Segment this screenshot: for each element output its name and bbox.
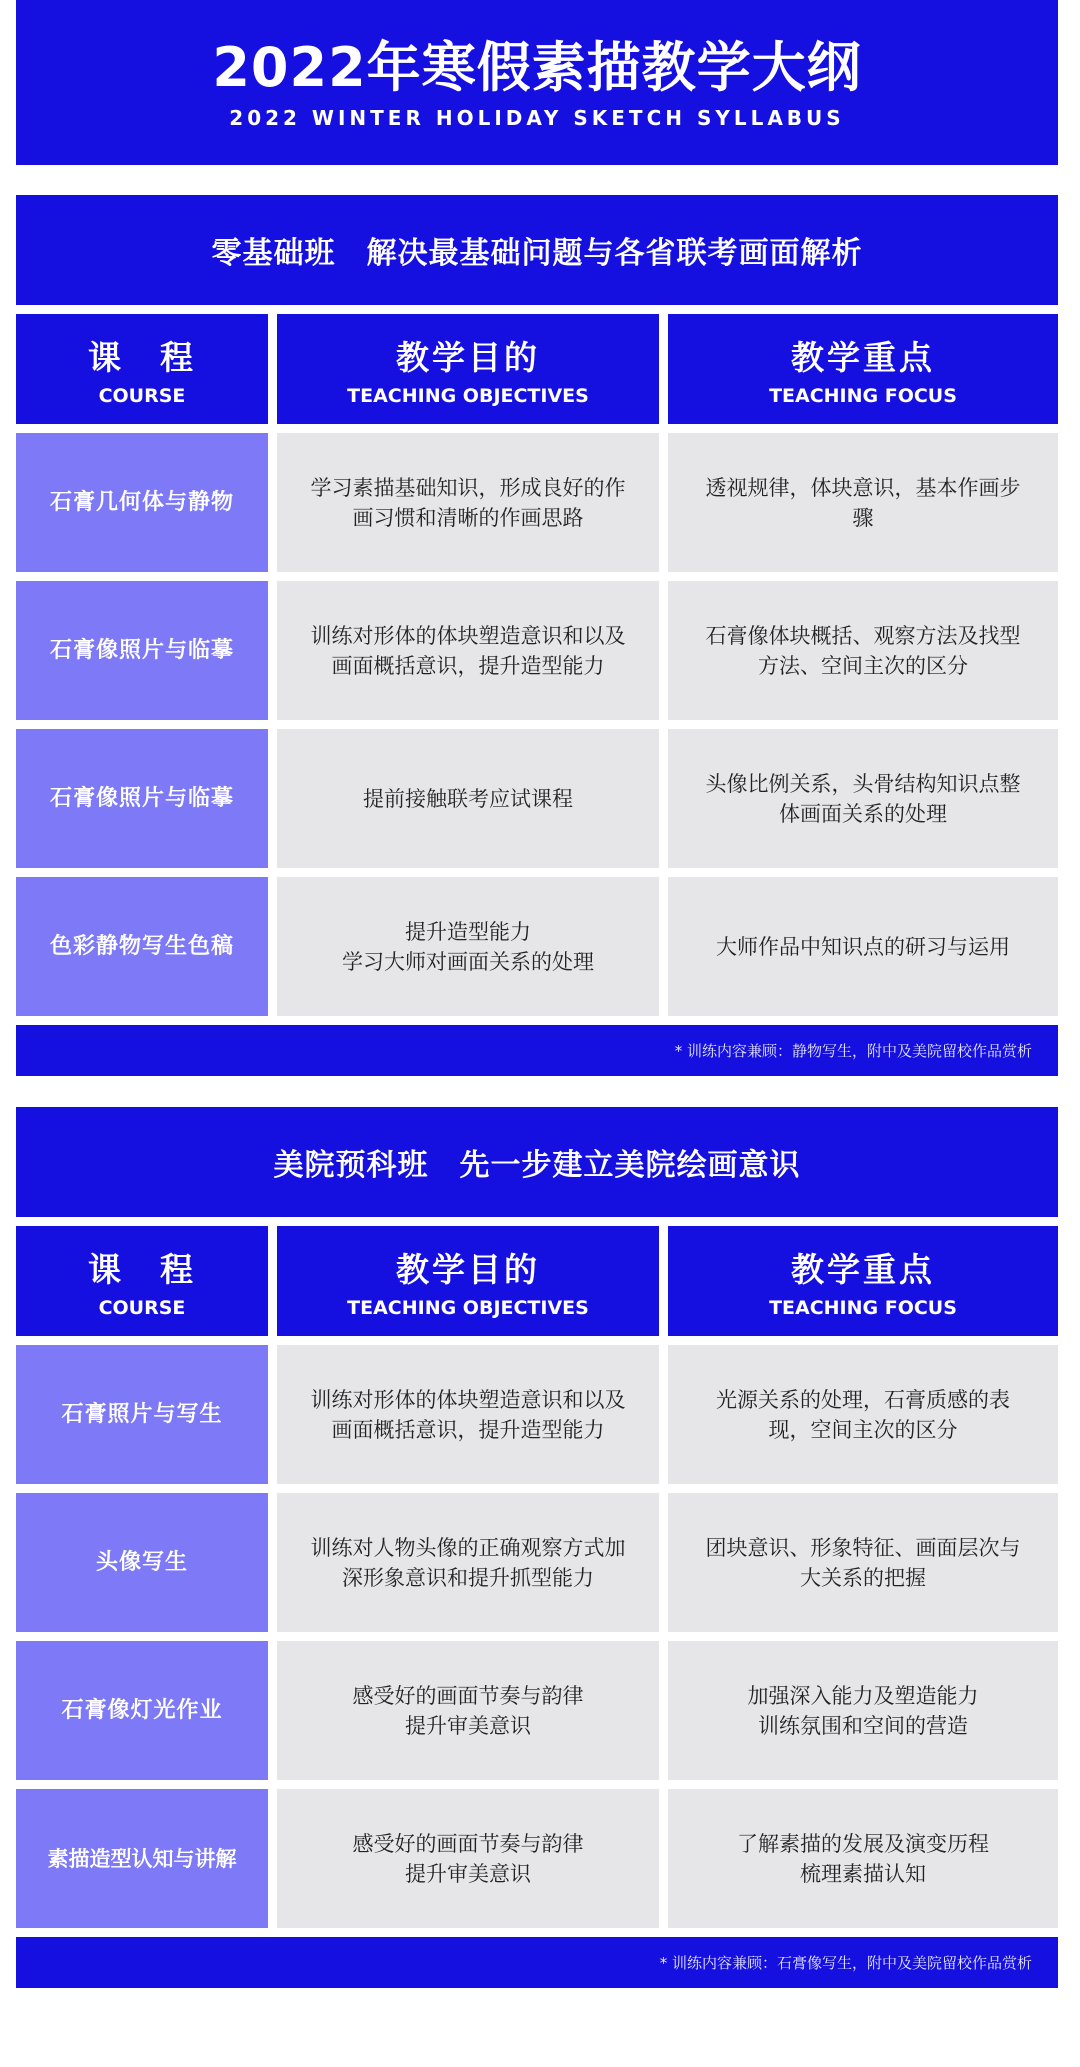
- objective-cell: 提前接触联考应试课程: [277, 729, 659, 868]
- column-header-zh: 教学重点: [791, 1249, 935, 1289]
- focus-cell: 透视规律，体块意识，基本作画步骤: [668, 433, 1058, 572]
- section-title: 零基础班 解决最基础问题与各省联考画面解析: [211, 236, 863, 271]
- course-cell: 素描造型认知与讲解: [16, 1789, 268, 1928]
- column-header-focus: [668, 1226, 1058, 1336]
- course-cell: 石膏像照片与临摹: [16, 581, 268, 720]
- section-title-bar: [16, 1107, 1058, 1217]
- column-header-course: [16, 1226, 268, 1336]
- column-header-en: TEACHING FOCUS: [769, 384, 957, 407]
- column-header-en: COURSE: [98, 384, 186, 407]
- focus-cell: 团块意识、形象特征、画面层次与大关系的把握: [668, 1493, 1058, 1632]
- course-cell: 头像写生: [16, 1493, 268, 1632]
- course-cell: 石膏照片与写生: [16, 1345, 268, 1484]
- focus-cell: 加强深入能力及塑造能力 训练氛围和空间的营造: [668, 1641, 1058, 1780]
- column-header-objectives: [277, 314, 659, 424]
- page-header: [16, 0, 1058, 165]
- column-header-course: [16, 314, 268, 424]
- focus-cell: 光源关系的处理，石膏质感的表现，空间主次的区分: [668, 1345, 1058, 1484]
- section-note: * 训练内容兼顾：静物写生，附中及美院留校作品赏析: [16, 1025, 1058, 1076]
- column-header-en: TEACHING FOCUS: [769, 1296, 957, 1319]
- page-title: 2022年寒假素描教学大纲: [212, 35, 862, 99]
- course-cell: 石膏几何体与静物: [16, 433, 268, 572]
- column-header-zh: 课 程: [88, 1249, 196, 1289]
- objective-cell: 提升造型能力 学习大师对画面关系的处理: [277, 877, 659, 1016]
- objective-cell: 训练对形体的体块塑造意识和以及画面概括意识，提升造型能力: [277, 1345, 659, 1484]
- objective-cell: 感受好的画面节奏与韵律 提升审美意识: [277, 1641, 659, 1780]
- focus-cell: 了解素描的发展及演变历程 梳理素描认知: [668, 1789, 1058, 1928]
- focus-cell: 头像比例关系，头骨结构知识点整体画面关系的处理: [668, 729, 1058, 868]
- column-header-focus: [668, 314, 1058, 424]
- section-note: * 训练内容兼顾：石膏像写生，附中及美院留校作品赏析: [16, 1937, 1058, 1988]
- column-header-en: TEACHING OBJECTIVES: [347, 1296, 589, 1319]
- course-cell: 石膏像照片与临摹: [16, 729, 268, 868]
- objective-cell: 学习素描基础知识，形成良好的作画习惯和清晰的作画思路: [277, 433, 659, 572]
- column-header-objectives: [277, 1226, 659, 1336]
- column-header-zh: 教学目的: [396, 337, 540, 377]
- focus-cell: 大师作品中知识点的研习与运用: [668, 877, 1058, 1016]
- column-header-en: TEACHING OBJECTIVES: [347, 384, 589, 407]
- column-header-zh: 教学重点: [791, 337, 935, 377]
- focus-cell: 石膏像体块概括、观察方法及找型方法、空间主次的区分: [668, 581, 1058, 720]
- column-header-zh: 课 程: [88, 337, 196, 377]
- course-cell: 色彩静物写生色稿: [16, 877, 268, 1016]
- objective-cell: 训练对人物头像的正确观察方式加深形象意识和提升抓型能力: [277, 1493, 659, 1632]
- course-cell: 石膏像灯光作业: [16, 1641, 268, 1780]
- column-header-en: COURSE: [98, 1296, 186, 1319]
- objective-cell: 训练对形体的体块塑造意识和以及画面概括意识，提升造型能力: [277, 581, 659, 720]
- objective-cell: 感受好的画面节奏与韵律 提升审美意识: [277, 1789, 659, 1928]
- page-subtitle: 2022 WINTER HOLIDAY SKETCH SYLLABUS: [229, 105, 845, 130]
- section-title: 美院预科班 先一步建立美院绘画意识: [273, 1148, 801, 1183]
- column-header-zh: 教学目的: [396, 1249, 540, 1289]
- section-title-bar: [16, 195, 1058, 305]
